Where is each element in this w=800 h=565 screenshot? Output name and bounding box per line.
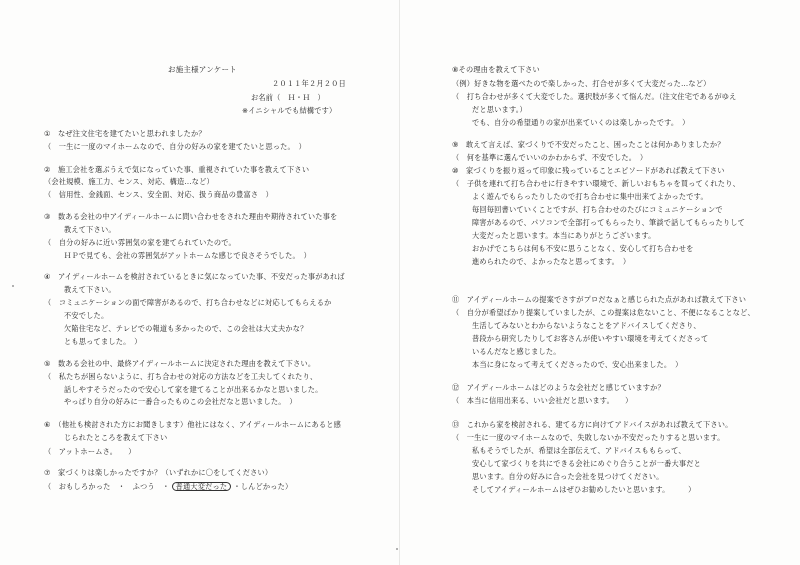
answer-2: （ 信用性、金銭面、センス、安全面、対応、扱う商品の豊富さ ） [44, 190, 274, 199]
question-5: ⑤ 数ある会社の中、最終アイディールホームに決定された理由を教えて下さい。 [44, 359, 316, 368]
answer-13-line-1: （ 一生に一度のマイホームなので、失敗しないか不安だったりすると思います。 [452, 433, 725, 442]
answer-7 [44, 482, 292, 491]
answer-10-line-3: 毎回毎回書いていくことですが、打ち合わせのたびにコミュニケーションで [472, 205, 723, 214]
answer-12: （ 本当に信用出来る、いい会社だと思います。 ） [452, 396, 633, 405]
answer-11-line-3: 普段から研究したりしてお客さんが使いやすい環境を考えてくださって [472, 334, 709, 343]
answer-10-line-4: 障害があるので、パソコンで全部打ってもらったり、筆談で話してもらったりして [472, 218, 746, 227]
answer-8-line-1: （ 打ち合わせが多くて大変でした。選択肢が多くて悩んだ。（注文住宅であるがゆえ [452, 92, 737, 101]
question-3-cont: 教えて下さい。 [64, 225, 116, 234]
scan-speck [12, 285, 14, 287]
question-7: ⑦ 家づくりは楽しかったですか？（いずれかに〇をしてください） [44, 468, 273, 477]
answer-5-line-3: やっぱり自分の好みに一番合ったものこの会社だなと思いました。 ） [64, 397, 297, 406]
document-date: ２０１１年２月２０日 [272, 79, 346, 88]
answer-3-line-2: ＨＰで見ても、会社の雰囲気がアットホームな感じで良さそうでした。 ） [64, 251, 312, 260]
question-12: ⑫ アイディールホームはどのような会社だと感じていますか？ [452, 383, 665, 392]
answer-10-line-5: 大変だったと思います。本当にありがとうございます。 [472, 231, 656, 240]
answer-13-line-4: 思います。自分の好みに合った会社を見つけてください。 [472, 472, 664, 481]
answer-11-line-4: いるんだなと感じました。 [472, 347, 561, 356]
answer-1: （ 一生に一度のマイホームなので、自分の好みの家を建てたいと思った。 ） [44, 142, 307, 151]
answer-13-line-5: そしてアイディールホームはぜひお勧めしたいと思います。 ） [472, 485, 696, 494]
question-8-example: （例）好きな物を選べたので楽しかった、打合せが多くて大変だった…など） [452, 79, 711, 88]
answer-11-line-1: （ 自分が希望ばかり提案していましたが、この提案は危ないこと、不便になることなど、 [452, 308, 755, 317]
answer-4-line-4: とも思ってました。 ） [64, 337, 142, 346]
answer-5-line-2: 話しやすそうだったので安心して家を建てることが出来るかなと思いました。 [64, 385, 323, 394]
answer-4-line-3: 欠陥住宅など、テレビでの報道も多かったので、この会社は大丈夫かな？ [64, 324, 308, 333]
scan-speck [396, 548, 398, 550]
answer-7-options: （ おもしろかった ・ ふつう ・ [44, 482, 170, 491]
question-3: ③ 数ある会社の中アイディールホームに問い合わせをされた理由や期待されていた事を [44, 212, 338, 221]
circled-choice: 普通大変だった [172, 482, 232, 491]
question-11: ⑪ アイディールホームの提案でさすがプロだなぁと感じられた点があれば教えて下さい [452, 295, 747, 304]
question-2-examples: （会社規模、施工力、センス、対応、構造…など） [44, 177, 214, 186]
answer-13-line-2: 私もそうでしたが、希望は全部伝えて、アドバイスももらって、 [472, 446, 686, 455]
question-13: ⑬ これから家を検討される、建てる方に向けてアドバイスがあれば教えて下さい。 [452, 420, 733, 429]
question-4-cont: 教えて下さい。 [64, 285, 116, 294]
answer-3-line-1: （ 自分の好みに近い雰囲気の家を建てられていたので。 [44, 238, 236, 247]
answer-4-line-1: （ コミュニケーションの面で障害があるので、打ち合わせなどに対応してもらえるか [44, 298, 332, 307]
answer-8-line-2: だと思います。） [472, 105, 527, 114]
answer-10-line-2: よく遊んでもらったりしたので打ち合わせに集中出来てよかったです。 [472, 192, 708, 201]
answer-10-line-6: おかげでこちらは何も不安に思うことなく、安心して打ち合わせを [472, 244, 694, 253]
answer-13-line-3: 安心して家づくりを共にできる会社にめぐり合うことが一番大事だと [472, 459, 702, 468]
answer-6: （ アットホームさ。 ） [44, 447, 136, 456]
answer-9: （ 何を基準に選んでいいのかわからず、不安でした。 ） [452, 153, 648, 162]
answer-4-line-2: 不安でした。 [64, 311, 109, 320]
scan-fold-line [399, 0, 400, 565]
question-2: ② 施工会社を選ぶうえで気になっていた事、重視されていた事を教えて下さい [44, 165, 310, 174]
document-title: お施主様アンケート [168, 65, 237, 74]
answer-10-line-7: 進められたので、よかったなと思ってます。 ） [472, 257, 631, 266]
answer-11-line-5: 本当に身になって考えてくださったので、安心出来ました。 ） [472, 360, 683, 369]
question-1: ① なぜ注文住宅を建てたいと思われましたか？ [44, 129, 206, 138]
respondent-name: お名前（ Ｈ・Ｈ ） [251, 93, 325, 102]
question-9: ⑨ 敢えて言えば、家づくりで不安だったこと、困ったことは何かありましたか？ [452, 140, 725, 149]
question-6-cont: じられたところを教えて下さい [64, 433, 168, 442]
question-4: ④ アイディールホームを検討されているときに気になっていた事、不安だった事があれば [44, 272, 345, 281]
question-10: ⑩ 家づくりを振り返って印象に残っていることエピソードがあれば教えて下さい [452, 166, 725, 175]
answer-10-line-1: （ 子供を連れて打ち合わせに行きやすい環境で、新しいおもちゃを買ってくれたり、 [452, 179, 740, 188]
initials-note: ※イニシャルでも結構です） [242, 106, 337, 115]
question-8: ⑧その理由を教えて下さい [452, 65, 540, 74]
answer-8-line-3: でも、自分の希望通りの家が出来ていくのは楽しかったです。 ） [472, 118, 690, 127]
answer-11-line-2: 生活してみないとわからないようなことをアドバイスしてくださり、 [472, 321, 701, 330]
answer-7-options-end: ・しんどかった） [233, 482, 293, 491]
answer-5-line-1: （ 私たちが困らないように、打ち合わせの対応の方法などを工夫してくれたり、 [44, 372, 318, 381]
question-6: ⑥ （他社も検討された方にお聞きします）他社にはなく、アイディールホームにあると感 [44, 420, 342, 429]
